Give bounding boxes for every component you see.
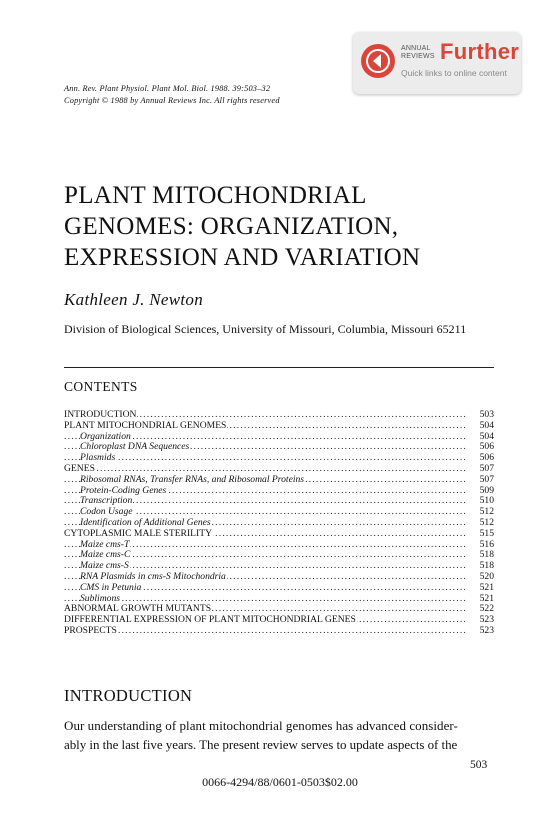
toc-entry-label: DIFFERENTIAL EXPRESSION OF PLANT MITOCHONDRIAL GENES	[64, 614, 356, 626]
toc-entry[interactable]	[64, 603, 494, 614]
toc-leader-dots	[64, 593, 466, 604]
toc-entry[interactable]	[64, 506, 494, 517]
toc-entry[interactable]	[64, 625, 494, 636]
toc-entry-label: Ribosomal RNAs, Transfer RNAs, and Ribosomal Proteins	[80, 473, 305, 485]
toc-entry-page: 523	[479, 614, 494, 626]
toc-entry-page: 521	[479, 592, 494, 604]
article-title	[64, 180, 494, 273]
divider-rule	[64, 367, 494, 368]
toc-entry[interactable]	[64, 614, 494, 625]
reviews-text: REVIEWS	[401, 53, 435, 60]
introduction-heading: INTRODUCTION	[64, 686, 193, 705]
toc-entry-page: 507	[479, 463, 494, 474]
toc-entry-page: 520	[479, 571, 494, 582]
toc-entry-label: Plasmids	[80, 452, 116, 464]
toc-entry-page: 521	[479, 581, 494, 593]
annual-reviews-label	[401, 45, 441, 61]
toc-entry-page: 504	[479, 430, 494, 442]
toc-entry-page: 512	[479, 506, 494, 518]
further-label: Further	[440, 39, 520, 64]
toc-entry[interactable]	[64, 571, 494, 582]
toc-entry-page: 506	[479, 452, 494, 464]
toc-entry-label: ABNORMAL GROWTH MUTANTS	[64, 603, 212, 615]
toc-entry[interactable]	[64, 485, 494, 496]
toc-entry-label: CYTOPLASMIC MALE STERILITY	[64, 527, 212, 539]
title-line: PLANT MITOCHONDRIAL	[64, 182, 367, 209]
toc-entry-page: 516	[479, 538, 494, 550]
toc-entry-label: Identification of Additional Genes	[80, 517, 211, 528]
toc-entry[interactable]	[64, 409, 494, 420]
journal-citation: Ann. Rev. Plant Physiol. Plant Mol. Biol. 1988. 39:503–32	[64, 84, 271, 93]
toc-entry-page: 515	[479, 527, 494, 539]
toc-entry-label: PROSPECTS	[64, 625, 117, 636]
toc-entry[interactable]	[64, 463, 494, 474]
author-affiliation: Division of Biological Sciences, University of Missouri, Columbia, Missouri 65211	[64, 322, 467, 336]
contents-heading: CONTENTS	[64, 379, 138, 394]
toc-entry[interactable]	[64, 452, 494, 463]
toc-entry-label: Organization	[80, 430, 131, 442]
further-banner[interactable]	[353, 32, 521, 94]
toc-entry[interactable]	[64, 431, 494, 442]
toc-entry-page: 512	[479, 517, 494, 528]
body-text-line: Our understanding of plant mitochondrial genomes has advanced consider-	[64, 718, 458, 733]
toc-entry-page: 523	[479, 625, 494, 636]
toc-entry-label: INTRODUCTION	[64, 409, 137, 420]
toc-entry[interactable]	[64, 582, 494, 593]
toc-entry-page: 506	[479, 441, 494, 453]
toc-entry-label: Maize cms-C	[80, 549, 131, 561]
toc-leader-dots	[64, 625, 466, 636]
toc-entry-page: 518	[479, 560, 494, 572]
further-tagline: Quick links to online content	[401, 68, 507, 78]
toc-entry-label: PLANT MITOCHONDRIAL GENOMES	[64, 419, 227, 431]
toc-entry-page: 503	[479, 409, 494, 420]
author-name: Kathleen J. Newton	[64, 290, 204, 309]
toc-entry-page: 504	[479, 419, 494, 431]
price-code: 0066-4294/88/0601-0503$02.00	[202, 775, 358, 789]
toc-entry[interactable]	[64, 441, 494, 452]
toc-entry[interactable]	[64, 517, 494, 528]
further-arrow-icon	[361, 44, 395, 78]
toc-entry[interactable]	[64, 593, 494, 604]
toc-entry-page: 509	[479, 484, 494, 496]
toc-entry-label: Chloroplast DNA Sequences	[80, 441, 190, 453]
toc-entry-label: GENES	[64, 463, 95, 474]
toc-entry-page: 510	[479, 495, 494, 507]
toc-entry-page: 522	[479, 603, 494, 615]
toc-entry-label: Codon Usage	[80, 506, 133, 518]
toc-entry[interactable]	[64, 560, 494, 571]
toc-entry-page: 507	[479, 473, 494, 485]
toc-entry-label: RNA Plasmids in cms-S Mitochondria	[80, 571, 226, 582]
toc-entry-label: Maize cms-S	[80, 560, 129, 572]
journal-copyright: Copyright © 1988 by Annual Reviews Inc. All rights reserved	[64, 96, 280, 105]
page-number: 503	[470, 759, 488, 771]
toc-entry[interactable]	[64, 495, 494, 506]
toc-leader-dots	[64, 452, 466, 463]
toc-entry-label: Transcription	[80, 495, 133, 507]
toc-entry-label: CMS in Petunia	[80, 581, 142, 593]
toc-entry-label: Maize cms-T	[80, 538, 130, 550]
toc-entry-page: 518	[479, 549, 494, 561]
toc-entry-label: Protein-Coding Genes	[80, 484, 167, 496]
toc-leader-dots	[64, 463, 466, 474]
title-line: EXPRESSION AND VARIATION	[64, 244, 421, 271]
toc-entry[interactable]	[64, 420, 494, 431]
body-text-line: ably in the last five years. The present review serves to update aspects of the	[64, 737, 458, 752]
annual-text: ANNUAL	[401, 45, 431, 52]
toc-entry[interactable]	[64, 549, 494, 560]
toc-entry[interactable]	[64, 528, 494, 539]
toc-entry-label: Sublimons	[80, 592, 120, 604]
toc-entry[interactable]	[64, 474, 494, 485]
toc-entry[interactable]	[64, 539, 494, 550]
title-line: GENOMES: ORGANIZATION,	[64, 213, 399, 240]
